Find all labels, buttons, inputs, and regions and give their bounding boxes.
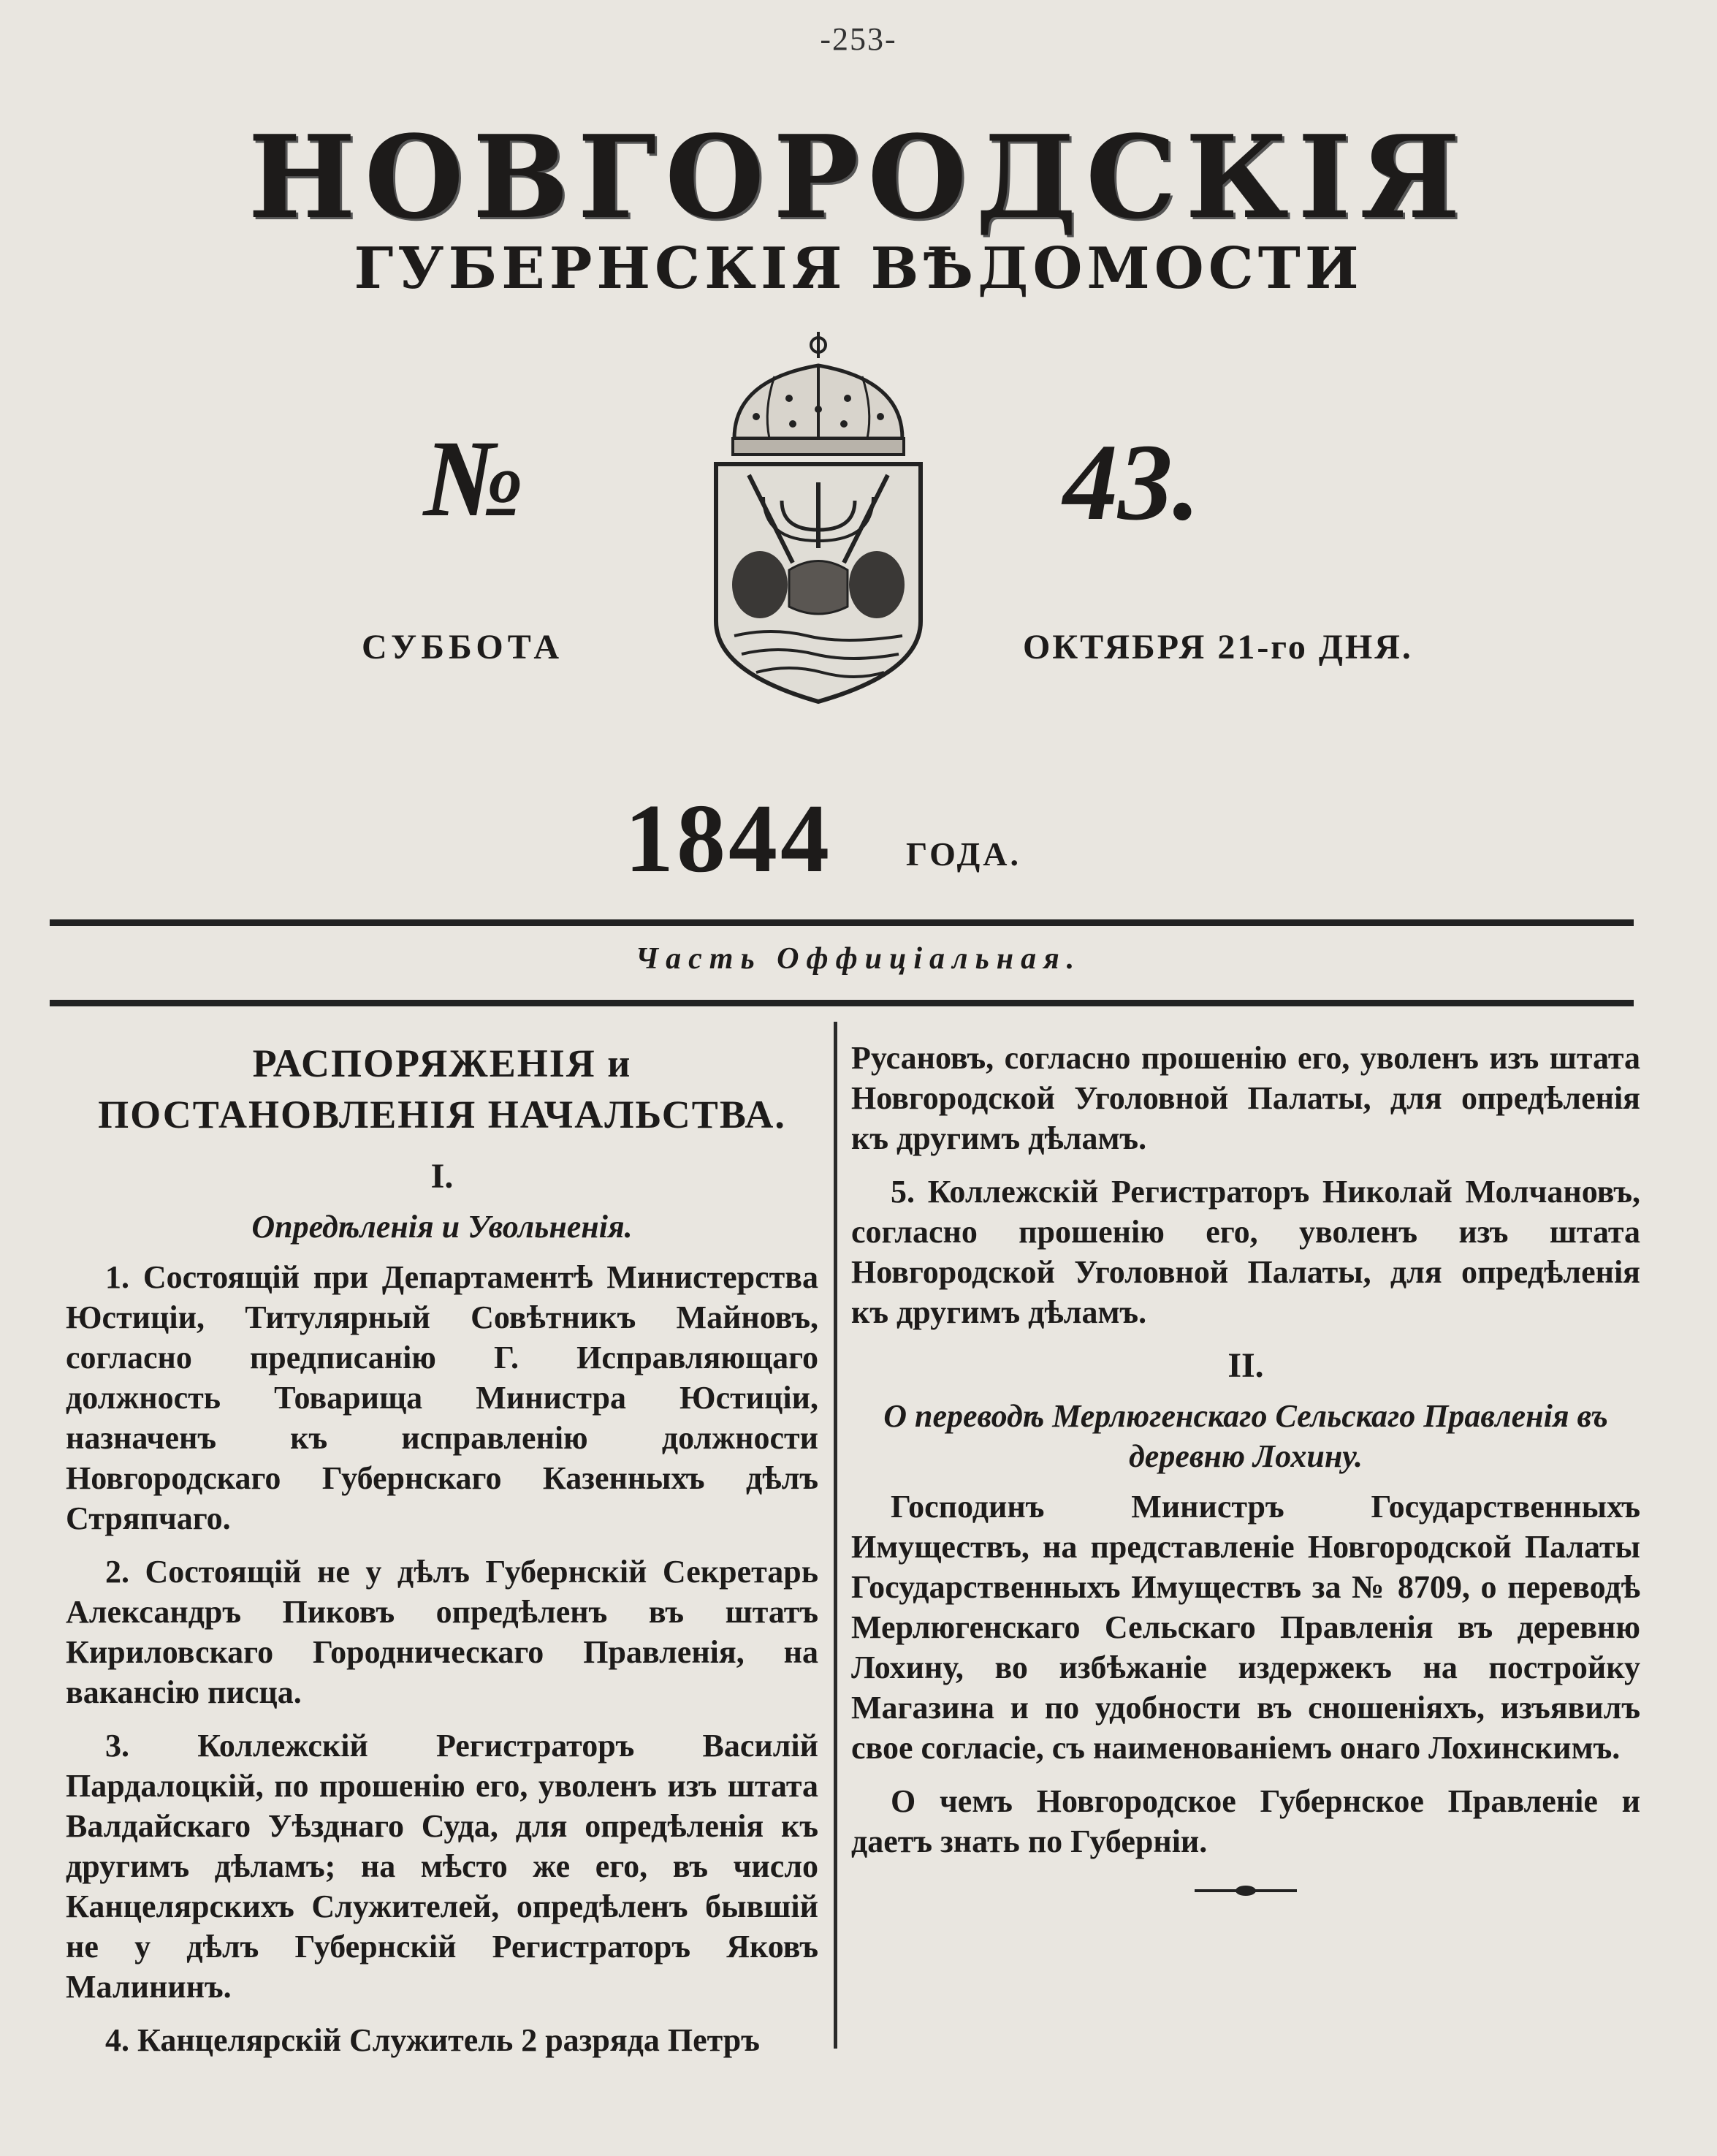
coat-of-arms-icon — [705, 329, 932, 709]
masthead-title: НОВГОРОДСКІЯ — [248, 110, 1469, 244]
left-column — [66, 1038, 818, 2073]
paragraph: Русановъ, согласно прошенію его, уволенъ изъ штата Новгородской Уголовной Палаты, для опредѣленія къ другимъ дѣламъ. — [851, 1040, 1640, 1156]
paragraph: 4. Канцелярскій Служитель 2 разряда Петръ — [105, 2022, 760, 2058]
section-number: I. — [430, 1157, 454, 1196]
paragraph: 2. Состоящій не у дѣлъ Губернскій Секретарь Александръ Пиковъ опредѣленъ въ штатъ Кириловскаго Городническаго Правленія, на вакансію писца. — [66, 1554, 818, 1710]
paragraph: 5. Коллежскій Регистраторъ Николай Молчановъ, согласно прошенію его, уволенъ изъ штата Новгородской Уголовной Палаты, для опредѣленія къ другимъ дѣламъ. — [851, 1174, 1640, 1330]
section-heading: РАСПОРЯЖЕНІЯ и ПОСТАНОВЛЕНІЯ НАЧАЛЬСТВА. — [98, 1041, 786, 1136]
section-rule — [50, 1000, 1634, 1006]
issue-year: 1844 — [625, 784, 832, 892]
section-number: II. — [1227, 1346, 1264, 1385]
masthead-subtitle: ГУБЕРНСКІЯ ВѢДОМОСТИ — [354, 235, 1363, 302]
column-divider — [834, 1022, 837, 2049]
subsection-title: Опредѣленія и Увольненія. — [251, 1209, 633, 1245]
paragraph: О чемъ Новгородское Губернское Правленіе и даетъ знать по Губерніи. — [851, 1783, 1640, 1859]
paragraph: Господинъ Министръ Государственныхъ Имуществъ, на представленіе Новгородской Палаты Государственныхъ Имуществъ за № 8709, о переводѣ Мерлюгенскаго Сельскаго Правленія въ деревню Лохину, во избѣжаніе издержекъ на постройку Магазина и по удобности въ сношеніяхъ, изъявилъ свое согласіе, съ наименованіемъ онаго Лохинскимъ. — [851, 1489, 1640, 1766]
weekday: СУББОТА — [362, 628, 564, 667]
paragraph: 3. Коллежскій Регистраторъ Василій Пардалоцкій, по прошенію его, уволенъ изъ штата Валдайскаго Уѣзднаго Суда, для опредѣленія къ другимъ дѣламъ; на мѣсто же его, въ число Канцелярскихъ Служителей, опредѣленъ бывшій не у дѣлъ Губернскій Регистраторъ Яковъ Малининъ. — [66, 1728, 818, 2005]
subsection-title: О переводѣ Мерлюгенскаго Сельскаго Правленія въ деревню Лохину. — [883, 1398, 1608, 1474]
issue-date: ОКТЯБРЯ 21-го ДНЯ. — [1023, 628, 1413, 667]
ornament-divider-icon — [851, 1876, 1640, 1905]
paragraph: 1. Состоящій при Департаментѣ Министерства Юстиціи, Титулярный Совѣтникъ Майновъ, согласно предписанію Г. Исправляющаго должность Товарища Министра Юстиціи, назначенъ къ исправленію должности Новгородскаго Губернскаго Казенныхъ дѣлъ Стряпчаго. — [66, 1259, 818, 1536]
issue-number-sign: № — [424, 418, 525, 539]
issue-year-word: ГОДА. — [906, 835, 1021, 873]
page-number: -253- — [820, 21, 897, 57]
section-label: Часть Оффиціальная. — [635, 942, 1082, 976]
top-rule — [50, 919, 1634, 926]
issue-number: 43. — [1063, 422, 1200, 543]
right-column — [851, 1038, 1640, 1915]
